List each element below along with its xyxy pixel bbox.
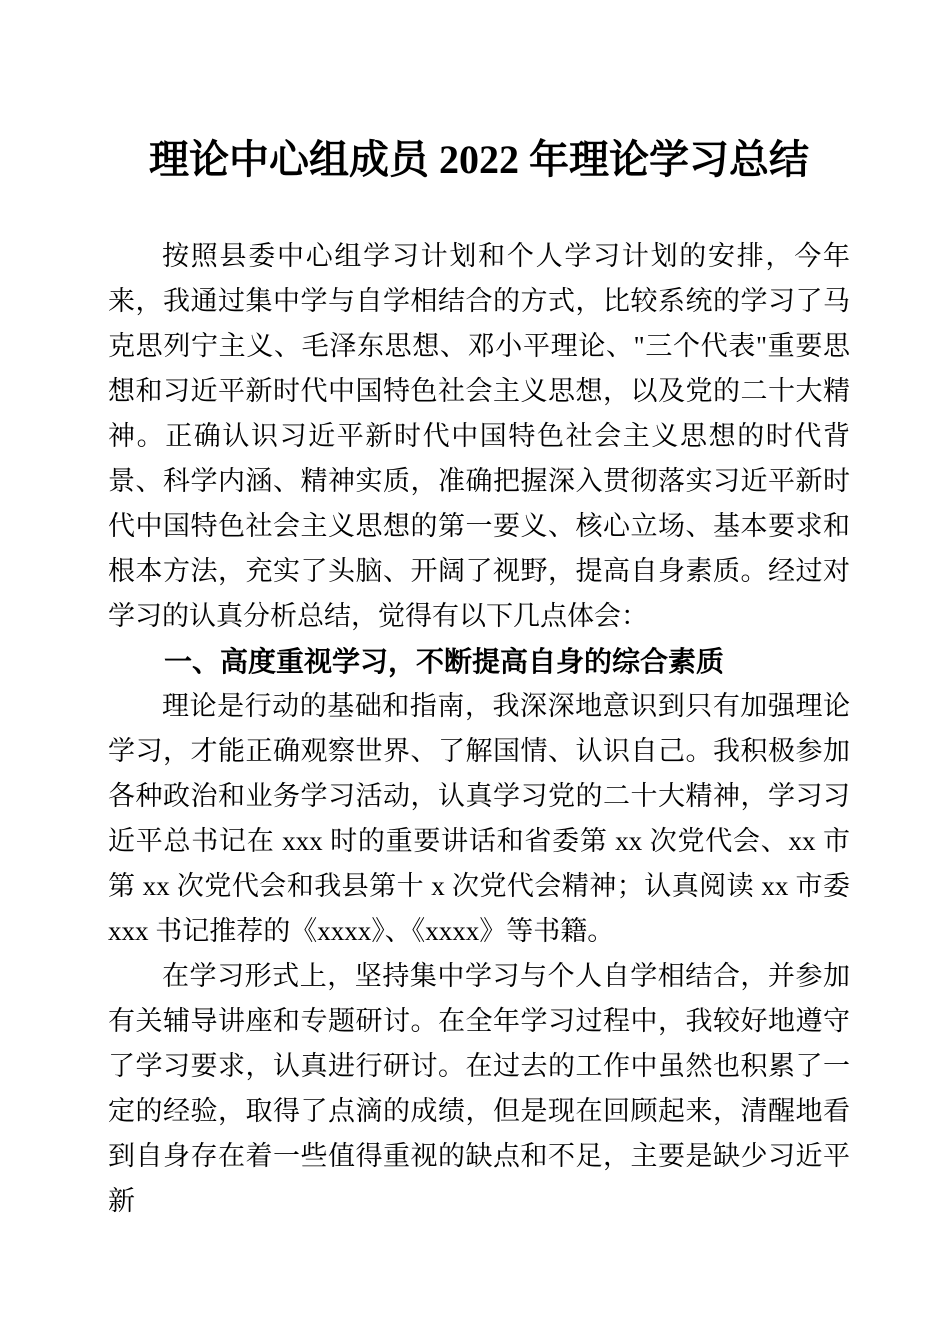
- paragraph-intro: 按照县委中心组学习计划和个人学习计划的安排，今年来，我通过集中学与自学相结合的方式，比较系统的学习了马克思列宁主义、毛泽东思想、邓小平理论、"三个代表"重要思想和习近平新时代中国特色社会主义思想，以及党的二十大精神。正确认识习近平新时代中国特色社会主义思想的时代背景、科学内涵、精神实质，准确把握深入贯彻落实习近平新时代中国特色社会主义思想的第一要义、核心立场、基本要求和根本方法，充实了头脑、开阔了视野，提高自身素质。经过对学习的认真分析总结，觉得有以下几点体会：: [108, 241, 850, 631]
- section-heading-1: 一、高度重视学习，不断提高自身的综合素质: [164, 646, 725, 677]
- document-title: 理论中心组成员 2022 年理论学习总结: [149, 137, 809, 182]
- paragraph-study-form: 在学习形式上，坚持集中学习与个人自学相结合，并参加有关辅导讲座和专题研讨。在全年学习过程中，我较好地遵守了学习要求，认真进行研讨。在过去的工作中虽然也积累了一定的经验，取得了点滴的成绩，但是现在回顾起来，清醒地看到自身存在着一些值得重视的缺点和不足，主要是缺少习近平新: [108, 961, 850, 1216]
- paragraph-theory-study: 理论是行动的基础和指南，我深深地意识到只有加强理论学习，才能正确观察世界、了解国情、认识自己。我积极参加各种政治和业务学习活动，认真学习党的二十大精神，学习习近平总书记在 xxx 时的重要讲话和省委第 xx 次党代会、xx 市第 xx 次党代会和我县第十 x 次党代会精神；认真阅读 xx 市委 xxx 书记推荐的《xxxx》、《xxxx》等书籍。: [108, 691, 850, 946]
